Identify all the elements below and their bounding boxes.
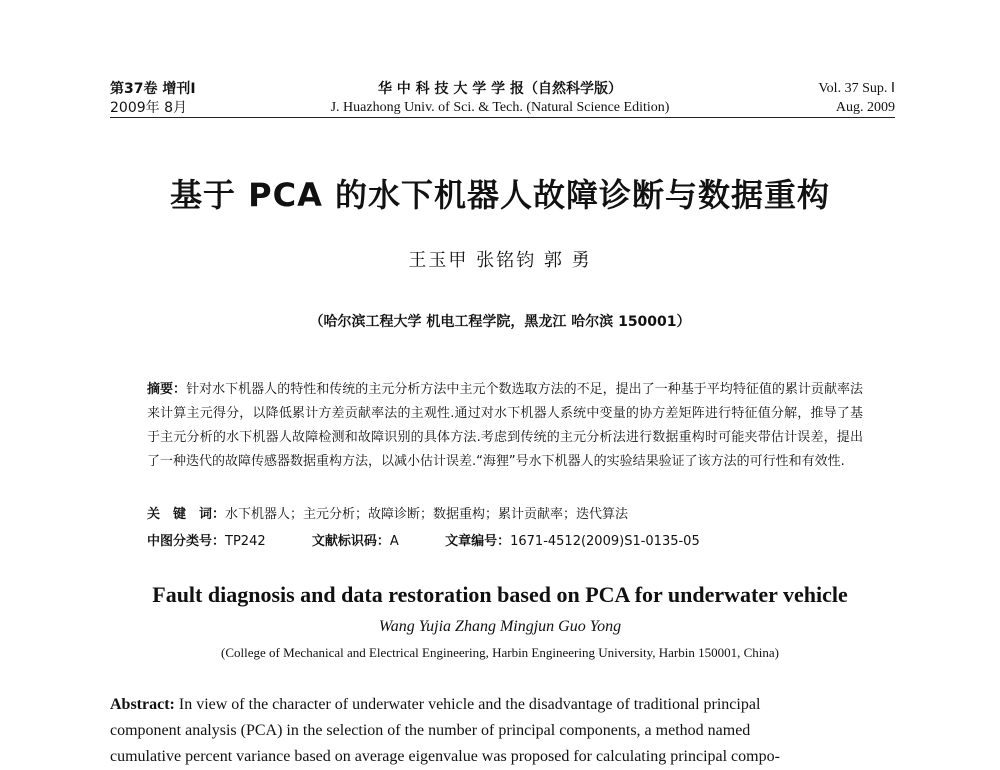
date-en: Aug. 2009 bbox=[835, 100, 895, 115]
abstract-en bbox=[110, 692, 897, 770]
volume-cn: 第37卷 增刊Ⅰ bbox=[110, 81, 196, 97]
abstract-en-label: Abstract: bbox=[110, 696, 175, 713]
abstract-cn bbox=[147, 378, 863, 474]
doc-code-value: A bbox=[389, 534, 399, 549]
abstract-en-line-1 bbox=[110, 692, 897, 718]
keywords-cn bbox=[147, 503, 628, 522]
abstract-cn-text: 针对水下机器人的特性和传统的主元分析方法中主元个数选取方法的不足，提出了一种基于平均特征值的累计贡献率法来计算主元得分，以降低累计方差贡献率法的主观性.通过对水下机器人系统中变量的协方差矩阵进行特征值分解，推导了基于主元分析的水下机器人故障检测和故障识别的具体方法.考虑到传统的主元分析法进行数据重构时可能夹带估计误差，提出了一种迭代的故障传感器数据重构方法，以减小估计误差.“海狸”号水下机器人的实验结果验证了该方法的可行性和有效性. bbox=[147, 382, 863, 469]
abstract-en-line-3: cumulative percent variance based on average eigenvalue was proposed for calculating principal compo- bbox=[110, 748, 780, 765]
abstract-cn-label: 摘要： bbox=[147, 382, 187, 397]
journal-cn: 华 中 科 技 大 学 学 报（自然科学版） bbox=[377, 81, 623, 97]
header-rule bbox=[110, 117, 895, 118]
abstract-en-line-2: component analysis (PCA) in the selection of the number of principal components, a method named bbox=[110, 722, 751, 739]
article-no-label: 文章编号： bbox=[445, 534, 511, 549]
abstract-en-line-1-text: In view of the character of underwater vehicle and the disadvantage of traditional principal bbox=[178, 696, 761, 713]
journal-en: J. Huazhong Univ. of Sci. & Tech. (Natural Science Edition) bbox=[330, 100, 670, 115]
authors-cn: 王玉甲 张铭钧 郭 勇 bbox=[408, 250, 592, 271]
title-en: Fault diagnosis and data restoration based on PCA for underwater vehicle bbox=[152, 582, 848, 607]
clc-value: TP242 bbox=[225, 534, 266, 549]
classification-row bbox=[147, 530, 700, 549]
title-cn: 基于 PCA 的水下机器人故障诊断与数据重构 bbox=[170, 176, 830, 214]
authors-en: Wang Yujia Zhang Mingjun Guo Yong bbox=[378, 618, 622, 635]
doc-code-label: 文献标识码： bbox=[311, 534, 390, 549]
keywords-cn-text: 水下机器人；主元分析；故障诊断；数据重构；累计贡献率；迭代算法 bbox=[225, 507, 629, 522]
date-cn: 2009年 8月 bbox=[110, 100, 187, 116]
clc-label: 中图分类号： bbox=[147, 534, 226, 549]
affiliation-cn: （哈尔滨工程大学 机电工程学院，黑龙江 哈尔滨 150001） bbox=[309, 314, 691, 330]
affiliation-en: (College of Mechanical and Electrical Engineering, Harbin Engineering University, Harbin 150001, China) bbox=[221, 645, 779, 660]
volume-en: Vol. 37 Sup. Ⅰ bbox=[818, 81, 895, 96]
article-no-value: 1671-4512(2009)S1-0135-05 bbox=[510, 534, 700, 549]
keywords-cn-label: 关 键 词： bbox=[147, 507, 226, 522]
